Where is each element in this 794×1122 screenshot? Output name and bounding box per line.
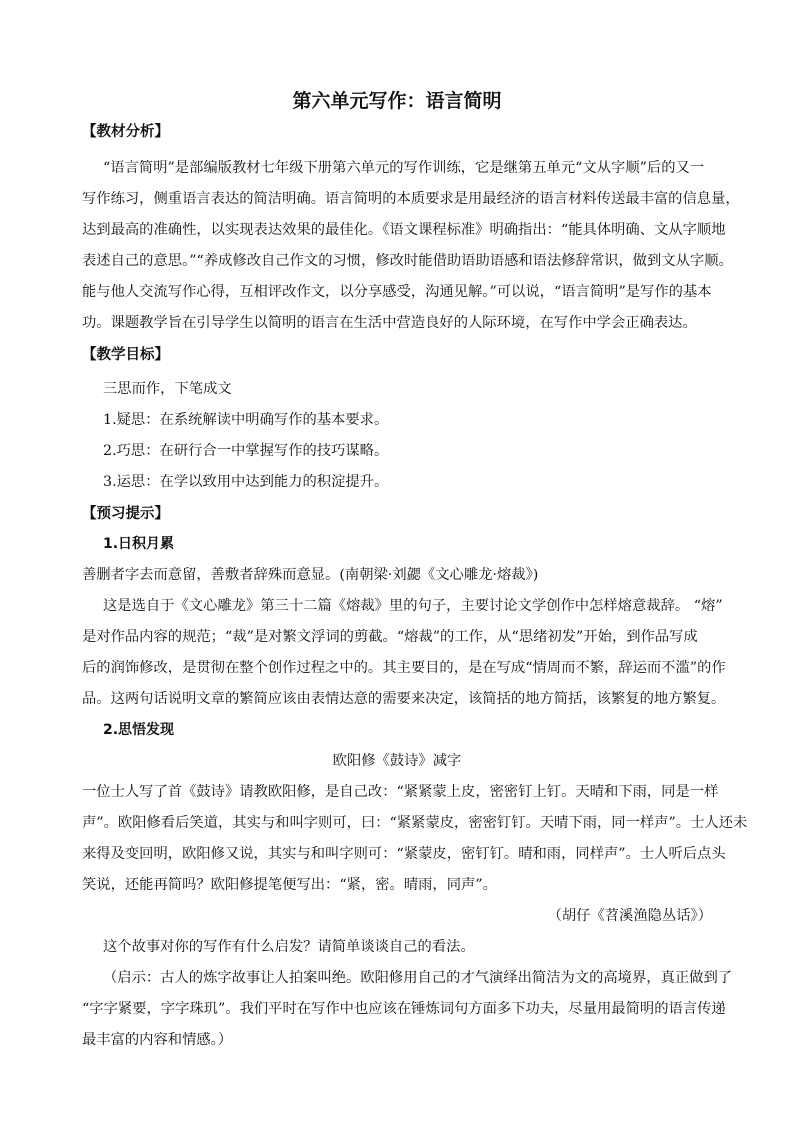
- analysis-heading: 【教材分析】: [82, 124, 169, 140]
- classic-quote: 善删者字去而意留，善敷者辞殊而意显。(南朝梁·刘勰《文心雕龙·熔裁》): [82, 567, 539, 583]
- quote-explanation-line: 这是选自于《文心雕龙》第三十二篇《熔裁》里的句子，主要讨论文学创作中怎样熔意裁辞。 “熔”: [103, 598, 723, 614]
- goals-line: 1.疑思：在系统解读中明确写作的基本要求。: [103, 412, 389, 428]
- story-title: 欧阳修《鼓诗》减字: [332, 753, 462, 769]
- analysis-line: “语言简明”是部编版教材七年级下册第六单元的写作训练，它是继第五单元“文从字顺”后的又一: [103, 160, 705, 176]
- story-line: 一位士人写了首《鼓诗》请教欧阳修，是自己改：“紧紧蒙上皮，密密钉上钉。天晴和下雨，同是一样: [82, 784, 719, 800]
- answer-line: “字字紧要，字字珠玑”。我们平时在写作中也应该在锤炼词句方面多下功夫，尽量用最简明的语言传递: [82, 1001, 726, 1017]
- quote-explanation-line: 后的润饰修改，是贯彻在整个创作过程之中的。其主要目的，是在写成“情周而不繁，辞运而不滥”的作: [82, 660, 726, 676]
- quote-explanation-line: 是对作品内容的规范；“裁”是对繁文浮词的剪截。“熔裁”的工作，从“思绪初发”开始，到作品写成: [82, 629, 698, 645]
- analysis-line: 达到最高的准确性，以实现表达效果的最佳化。《语文课程标准》明确指出：“能具体明确、文从字顺地: [82, 222, 726, 238]
- goals-line: 2.巧思：在研行合一中掌握写作的技巧谋略。: [103, 443, 389, 459]
- quote-explanation-line: 品。这两句话说明文章的繁简应该由表情达意的需要来决定，该简括的地方简括，该繁复的地方繁复。: [82, 691, 726, 707]
- story-line: 声”。欧阳修看后笑道，其实与和叫字则可，曰：“紧紧蒙皮，密密钉钉。天晴下雨，同一样声”。士人还未: [82, 815, 748, 831]
- analysis-line: 能与他人交流写作心得，互相评改作文，以分享感受，沟通见解。”可以说，“语言简明”是写作的基本: [82, 284, 712, 300]
- goals-line: 3.运思：在学以致用中达到能力的积淀提升。: [103, 474, 389, 490]
- answer-line: 最丰富的内容和情感。）: [82, 1032, 233, 1048]
- analysis-line: 功。课题教学旨在引导学生以简明的语言在生活中营造良好的人际环境，在写作中学会正确表达。: [82, 315, 697, 331]
- subheading-accumulate: 1.日积月累: [103, 536, 175, 552]
- answer-line: （启示：古人的炼字故事让人拍案叫绝。欧阳修用自己的才气演绎出简洁为文的高境界，真正做到了: [103, 970, 733, 986]
- goals-line: 三思而作，下笔成文: [103, 381, 232, 397]
- story-line: 笑说，还能再简吗？欧阳修提笔便写出：“紧，密。晴雨，同声”。: [82, 877, 497, 893]
- preview-heading: 【预习提示】: [82, 506, 169, 522]
- analysis-line: 写作练习，侧重语言表达的简洁明确。语言简明的本质要求是用最经济的语言材料传送最丰富的信息量，: [82, 191, 740, 207]
- subheading-reflect: 2.思悟发现: [103, 722, 175, 738]
- question-text: 这个故事对你的写作有什么启发？请简单谈谈自己的看法。: [103, 939, 475, 955]
- analysis-line: 表述自己的意思。”“养成修改自己作文的习惯，修改时能借助语助语感和语法修辞常识，做到文从字顺。: [82, 253, 733, 269]
- story-source: （胡仔《苕溪渔隐丛话》）: [547, 908, 712, 924]
- page-title: 第六单元写作：语言简明: [292, 90, 502, 112]
- story-line: 来得及变回明，欧阳修又说，其实与和叫字则可：“紧蒙皮，密钉钉。晴和雨，同样声”。士人听后点头: [82, 846, 726, 862]
- goals-heading: 【教学目标】: [82, 347, 169, 363]
